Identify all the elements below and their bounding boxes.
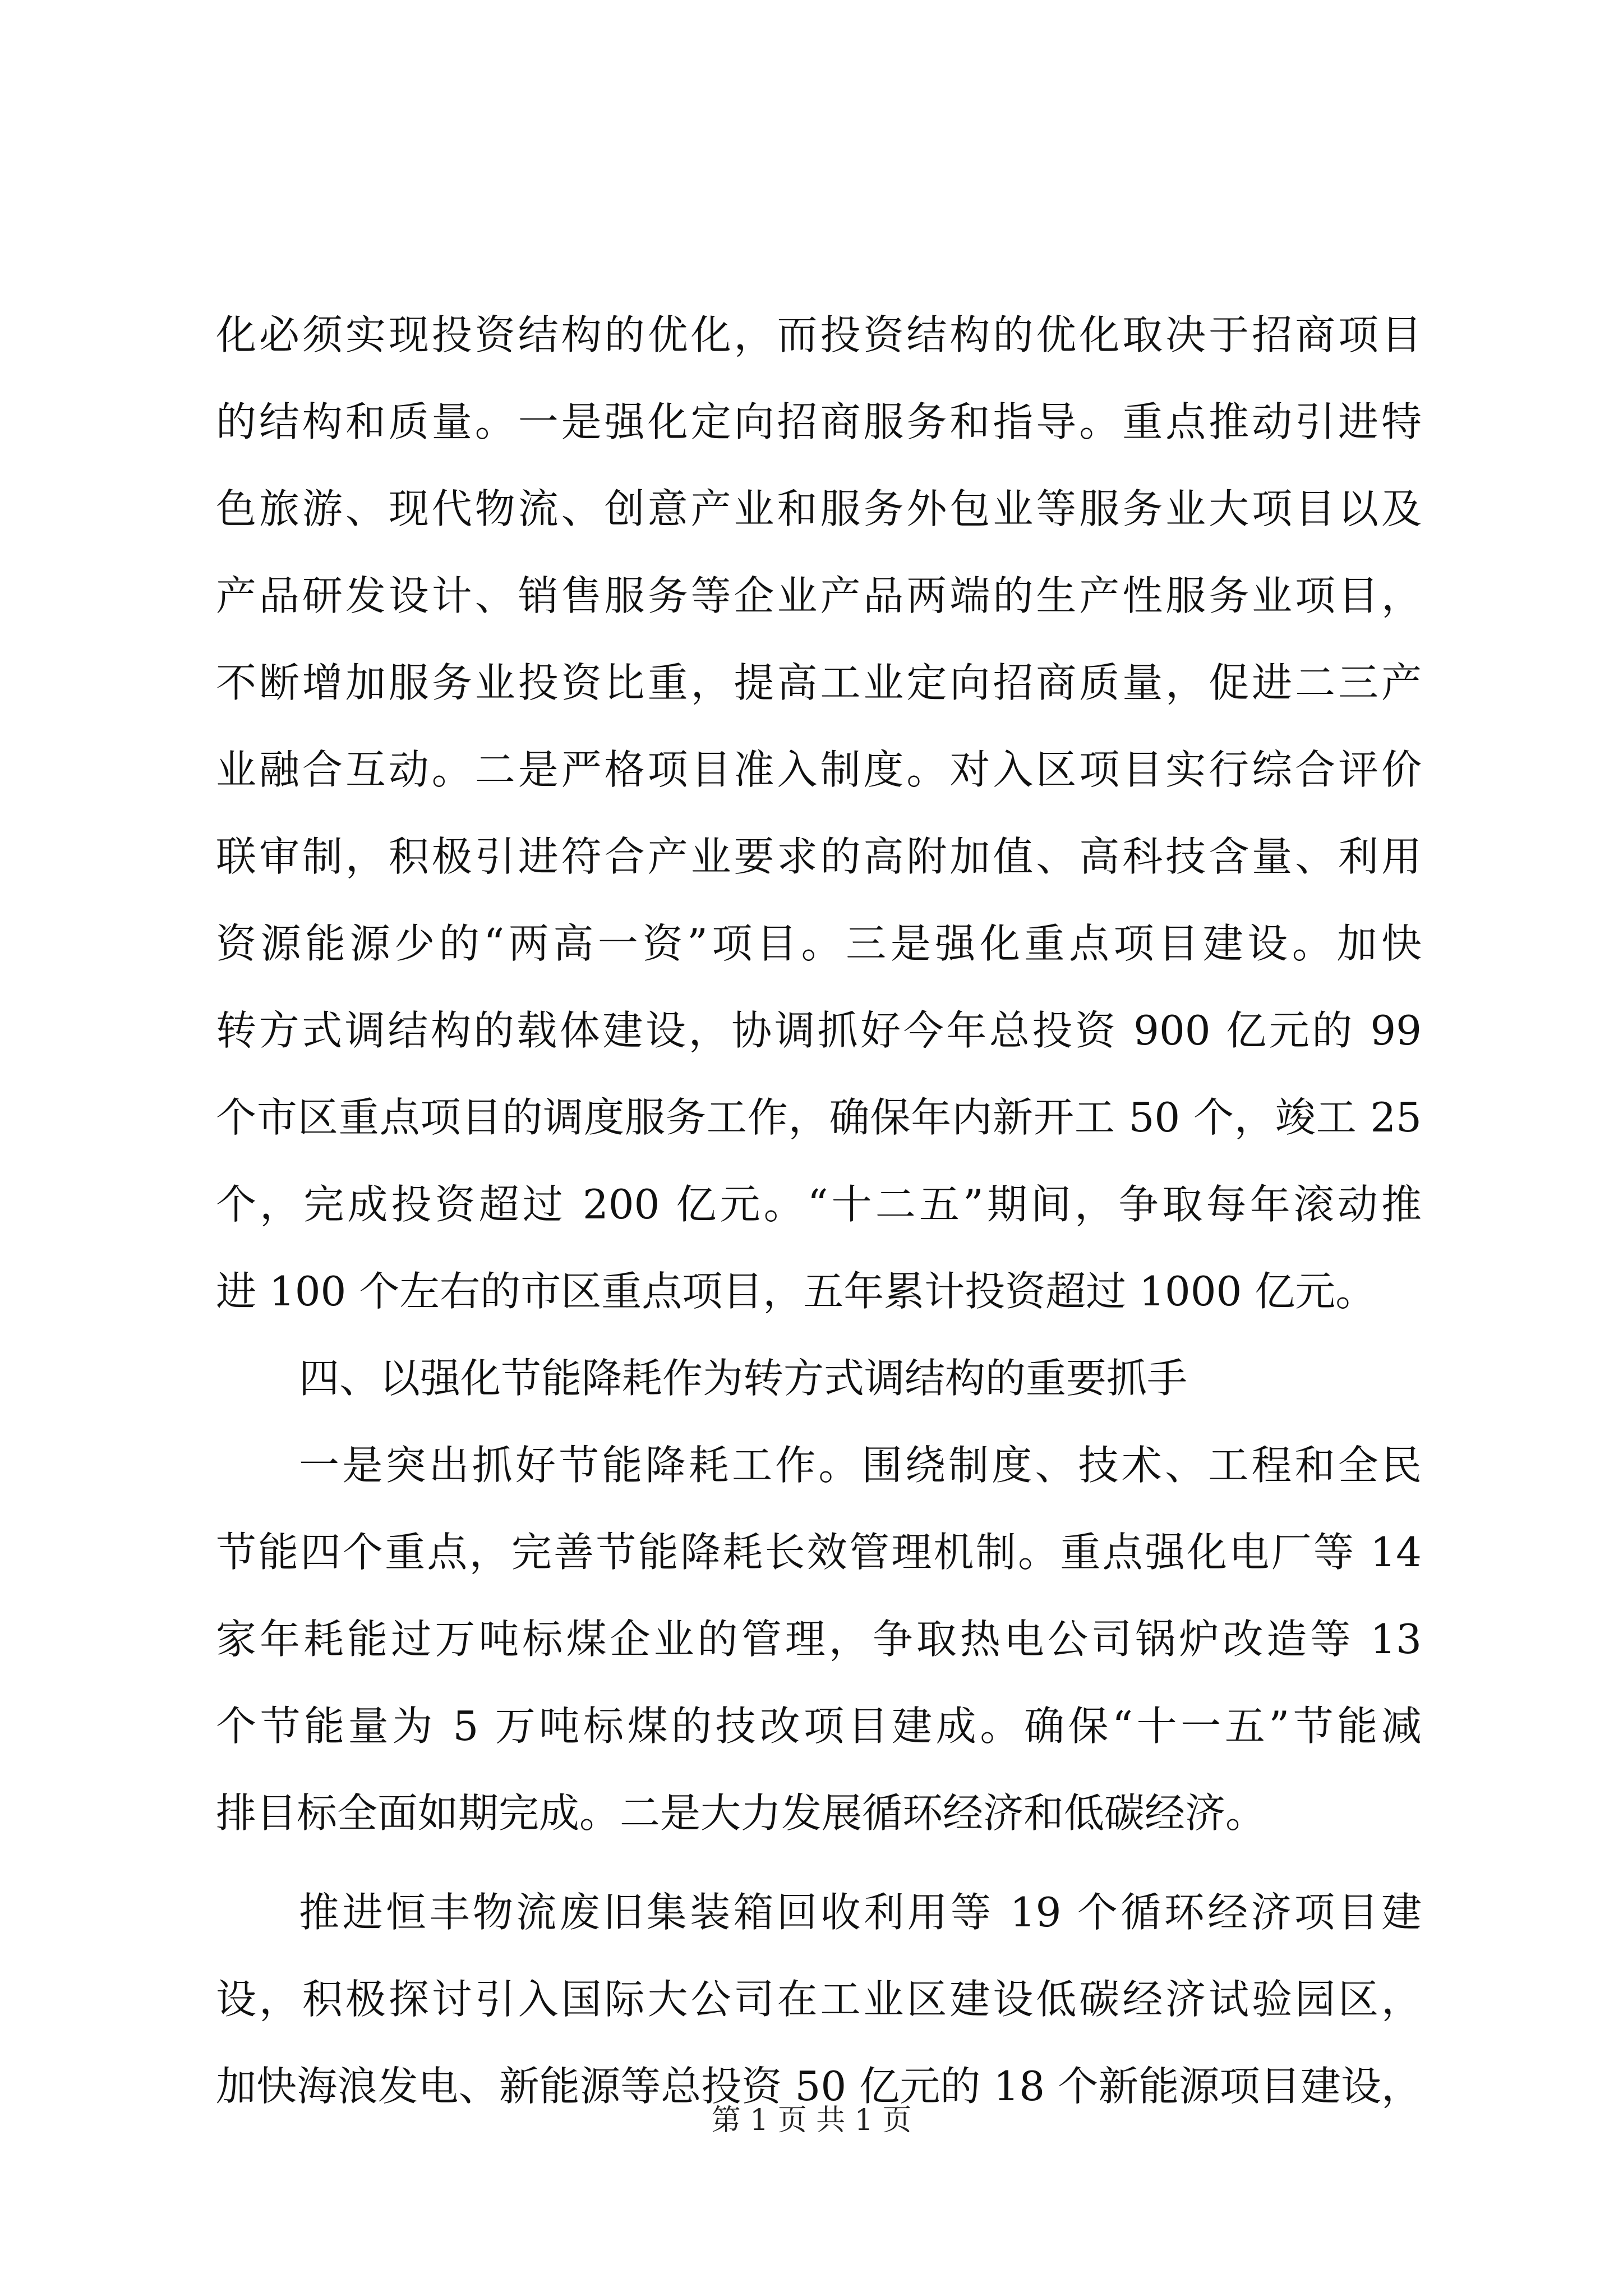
section-heading: 四、以强化节能降耗作为转方式调结构的重要抓手 bbox=[299, 1355, 1188, 1402]
text-line: 化必须实现投资结构的优化，而投资结构的优化取决于招商项目 bbox=[216, 311, 1422, 358]
text-line: 个节能量为 5 万吨标煤的技改项目建成。确保“十一五”节能减 bbox=[216, 1703, 1422, 1750]
text-line: 进 100 个左右的市区重点项目，五年累计投资超过 1000 亿元。 bbox=[216, 1268, 1376, 1315]
text-line: 家年耗能过万吨标煤企业的管理，争取热电公司锅炉改造等 13 bbox=[216, 1616, 1422, 1663]
paragraph-gap bbox=[216, 1857, 1422, 1869]
text-line: 联审制，积极引进符合产业要求的高附加值、高科技含量、利用 bbox=[216, 833, 1422, 880]
text-line: 转方式调结构的载体建设，协调抓好今年总投资 900 亿元的 99 bbox=[216, 1007, 1422, 1054]
text-line: 排目标全面如期完成。二是大力发展循环经济和低碳经济。 bbox=[216, 1789, 1266, 1837]
page-number-label: 第 1 页 共 1 页 bbox=[711, 2104, 912, 2137]
text-line: 资源能源少的“两高一资”项目。三是强化重点项目建设。加快 bbox=[216, 920, 1422, 967]
paragraph-3 bbox=[216, 1869, 1422, 2130]
section-heading-4 bbox=[216, 1335, 1422, 1422]
text-line: 加快海浪发电、新能源等总投资 50 亿元的 18 个新能源项目建设， bbox=[216, 2063, 1422, 2110]
text-line: 不断增加服务业投资比重，提高工业定向招商质量，促进二三产 bbox=[216, 659, 1422, 706]
paragraph-2 bbox=[216, 1422, 1422, 1857]
text-line: 个，完成投资超过 200 亿元。“十二五”期间，争取每年滚动推 bbox=[216, 1181, 1422, 1228]
text-line: 业融合互动。二是严格项目准入制度。对入区项目实行综合评价 bbox=[216, 746, 1422, 793]
paragraph-1 bbox=[216, 292, 1422, 1335]
text-line: 设，积极探讨引入国际大公司在工业区建设低碳经济试验园区， bbox=[216, 1976, 1422, 2023]
document-body bbox=[216, 292, 1422, 2130]
text-line: 推进恒丰物流废旧集装箱回收利用等 19 个循环经济项目建 bbox=[299, 1889, 1422, 1936]
text-line: 节能四个重点，完善节能降耗长效管理机制。重点强化电厂等 14 bbox=[216, 1529, 1422, 1576]
text-line: 的结构和质量。一是强化定向招商服务和指导。重点推动引进特 bbox=[216, 398, 1422, 445]
text-line: 一是突出抓好节能降耗工作。围绕制度、技术、工程和全民 bbox=[299, 1442, 1422, 1489]
text-line: 产品研发设计、销售服务等企业产品两端的生产性服务业项目， bbox=[216, 572, 1422, 619]
text-line: 色旅游、现代物流、创意产业和服务外包业等服务业大项目以及 bbox=[216, 485, 1422, 532]
text-line: 个市区重点项目的调度服务工作，确保年内新开工 50 个，竣工 25 bbox=[216, 1094, 1422, 1141]
page-footer bbox=[0, 2101, 1623, 2140]
